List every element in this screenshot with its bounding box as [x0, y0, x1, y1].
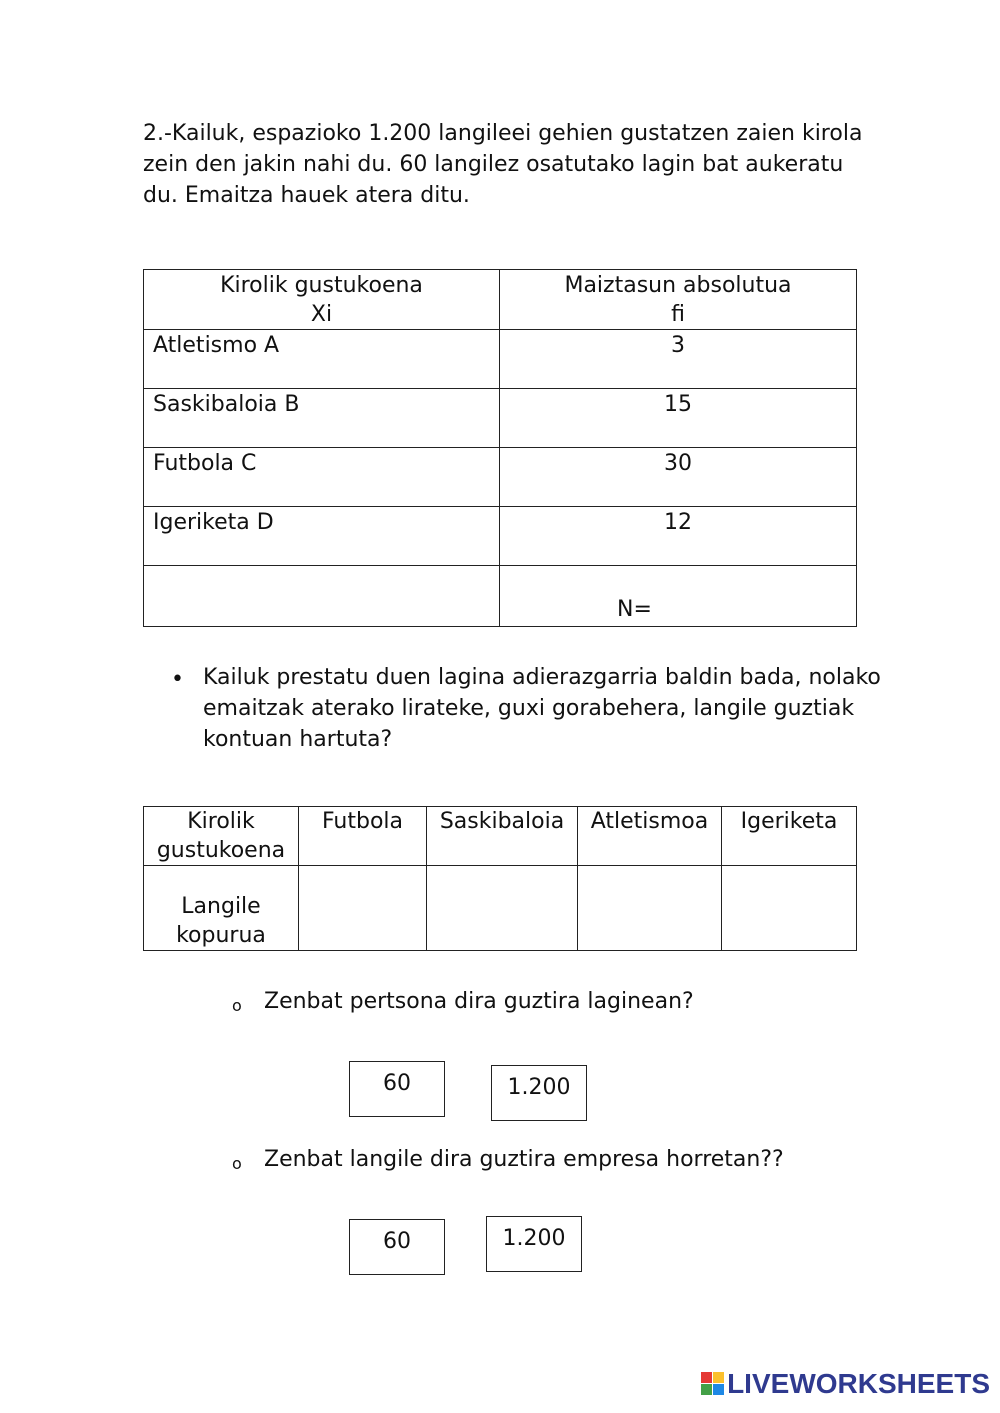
- pop-header-atletismoa: Atletismoa: [578, 807, 722, 866]
- pop-header-label: [144, 807, 299, 866]
- table-row: [144, 448, 857, 507]
- question1-option-60[interactable]: 60: [349, 1061, 445, 1117]
- table-row: [144, 330, 857, 389]
- logo-text: LIVEWORKSHEETS: [727, 1368, 990, 1399]
- circle-bullet-icon: o: [232, 996, 242, 1015]
- row-value: 30: [500, 448, 857, 507]
- question2-option-60[interactable]: 60: [349, 1219, 445, 1275]
- pop-header-saskibaloia: Saskibaloia: [427, 807, 578, 866]
- pop-header-row: [144, 807, 857, 866]
- question2-text: Zenbat langile dira guztira empresa horretan??: [264, 1147, 784, 1172]
- logo-grid-icon: [701, 1372, 725, 1396]
- question1-option-1200[interactable]: 1.200: [491, 1065, 587, 1121]
- table-header-row: [144, 270, 857, 330]
- question2-option-1200[interactable]: 1.200: [486, 1216, 582, 1272]
- header-category: [144, 270, 500, 330]
- row-value: 12: [500, 507, 857, 566]
- bullet-dot-icon: •: [171, 667, 184, 692]
- header-frequency-line2: fi: [671, 302, 685, 327]
- row-category: Igeriketa D: [144, 507, 500, 566]
- answer-cell-atletismoa[interactable]: [578, 866, 722, 951]
- pop-value-row: [144, 866, 857, 951]
- answer-cell-futbola[interactable]: [299, 866, 427, 951]
- pop-header-futbola: Futbola: [299, 807, 427, 866]
- exercise-intro: 2.-Kailuk, espazioko 1.200 langileei gehien gustatzen zaien kirola zein den jakin nahi du. 60 langilez osatutako lagin bat aukeratu du. Emaitza hauek atera ditu.: [143, 121, 863, 208]
- answer-cell-igeriketa[interactable]: [722, 866, 857, 951]
- total-row: [144, 566, 857, 627]
- circle-bullet-icon: o: [232, 1154, 242, 1173]
- row-value: 3: [500, 330, 857, 389]
- total-n-cell[interactable]: N=: [500, 566, 857, 627]
- total-category-cell: [144, 566, 500, 627]
- pop-header-label-line1: Kirolik: [187, 809, 255, 834]
- answer-cell-saskibaloia[interactable]: [427, 866, 578, 951]
- header-frequency-line1: Maiztasun absolutua: [564, 273, 792, 298]
- bullet-question: Kailuk prestatu duen lagina adierazgarria baldin bada, nolako emaitzak aterako lirateke, guxi gorabehera, langile guztiak kontuan hartuta?: [203, 665, 881, 752]
- table-row: [144, 507, 857, 566]
- row-category: Futbola C: [144, 448, 500, 507]
- population-table: [143, 806, 857, 951]
- header-category-line1: Kirolik gustukoena: [220, 273, 423, 298]
- pop-row-label-line1: Langile: [181, 894, 261, 919]
- row-category: Saskibaloia B: [144, 389, 500, 448]
- row-value: 15: [500, 389, 857, 448]
- row-category: Atletismo A: [144, 330, 500, 389]
- header-category-line2: Xi: [310, 302, 333, 327]
- header-frequency: [500, 270, 857, 330]
- liveworksheets-logo: [701, 1369, 990, 1399]
- pop-header-label-line2: gustukoena: [156, 838, 286, 863]
- frequency-table: [143, 269, 857, 627]
- question1-text: Zenbat pertsona dira guztira laginean?: [264, 989, 694, 1014]
- pop-row-label: [144, 866, 299, 951]
- pop-row-label-line2: kopurua: [176, 923, 266, 948]
- table-row: [144, 389, 857, 448]
- pop-header-igeriketa: Igeriketa: [722, 807, 857, 866]
